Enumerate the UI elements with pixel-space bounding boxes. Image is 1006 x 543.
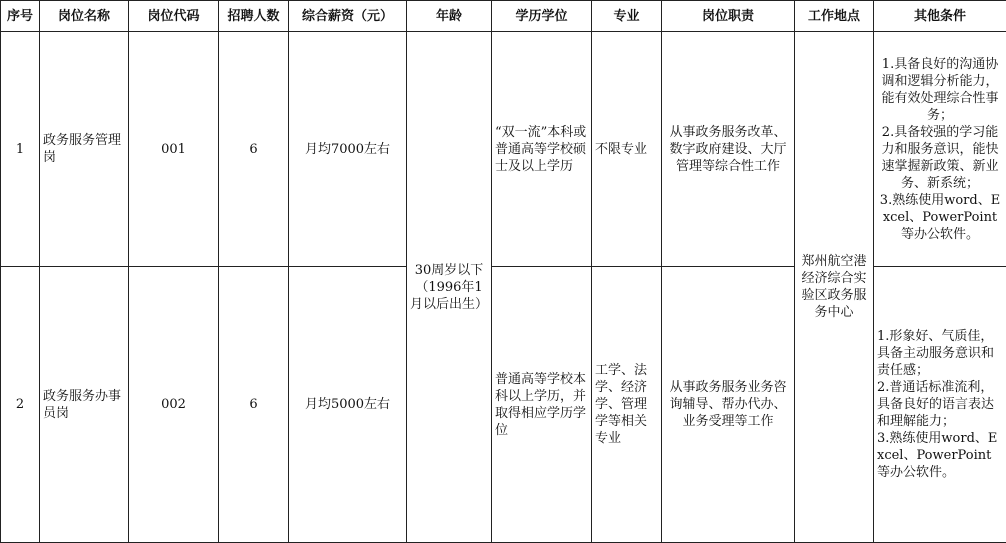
cell-age: 30周岁以下（1996年1月以后出生） [407, 32, 492, 543]
table-row [1, 32, 1006, 267]
header-location: 工作地点 [795, 1, 874, 32]
other-item: 3.熟练使用word、Excel、PowerPoint等办公软件。 [877, 430, 1003, 481]
header-post-name: 岗位名称 [40, 1, 129, 32]
header-major: 专业 [592, 1, 662, 32]
cell-duties: 从事政务服务改革、数字政府建设、大厅管理等综合性工作 [662, 32, 795, 267]
header-post-code: 岗位代码 [129, 1, 219, 32]
header-salary: 综合薪资（元） [289, 1, 407, 32]
cell-seq: 1 [1, 32, 40, 267]
cell-recruit-count: 6 [219, 267, 289, 543]
cell-seq: 2 [1, 267, 40, 543]
header-row [1, 1, 1006, 32]
cell-post-name: 政务服务办事员岗 [40, 267, 129, 543]
header-other: 其他条件 [874, 1, 1006, 32]
cell-post-name: 政务服务管理岗 [40, 32, 129, 267]
header-education: 学历学位 [492, 1, 592, 32]
cell-other [874, 267, 1006, 543]
other-item: 3.熟练使用word、Excel、PowerPoint等办公软件。 [877, 192, 1003, 243]
cell-salary: 月均5000左右 [289, 267, 407, 543]
cell-major: 工学、法学、经济学、管理学等相关专业 [592, 267, 662, 543]
cell-location: 郑州航空港经济综合实验区政务服务中心 [795, 32, 874, 543]
other-item: 1.具备良好的沟通协调和逻辑分析能力，能有效处理综合性事务； [877, 56, 1003, 124]
header-seq: 序号 [1, 1, 40, 32]
cell-duties: 从事政务服务业务咨询辅导、帮办代办、业务受理等工作 [662, 267, 795, 543]
cell-recruit-count: 6 [219, 32, 289, 267]
header-recruit-count: 招聘人数 [219, 1, 289, 32]
cell-education: 普通高等学校本科以上学历，并取得相应学历学位 [492, 267, 592, 543]
other-item: 1.形象好、气质佳，具备主动服务意识和责任感； [877, 328, 1003, 379]
cell-post-code: 001 [129, 32, 219, 267]
other-item: 2.具备较强的学习能力和服务意识，能快速掌握新政策、新业务、新系统； [877, 124, 1003, 192]
header-duties: 岗位职责 [662, 1, 795, 32]
cell-education: “双一流”本科或普通高等学校硕士及以上学历 [492, 32, 592, 267]
header-age: 年龄 [407, 1, 492, 32]
cell-other [874, 32, 1006, 267]
other-item: 2.普通话标准流利，具备良好的语言表达和理解能力； [877, 379, 1003, 430]
cell-major: 不限专业 [592, 32, 662, 267]
cell-post-code: 002 [129, 267, 219, 543]
cell-salary: 月均7000左右 [289, 32, 407, 267]
